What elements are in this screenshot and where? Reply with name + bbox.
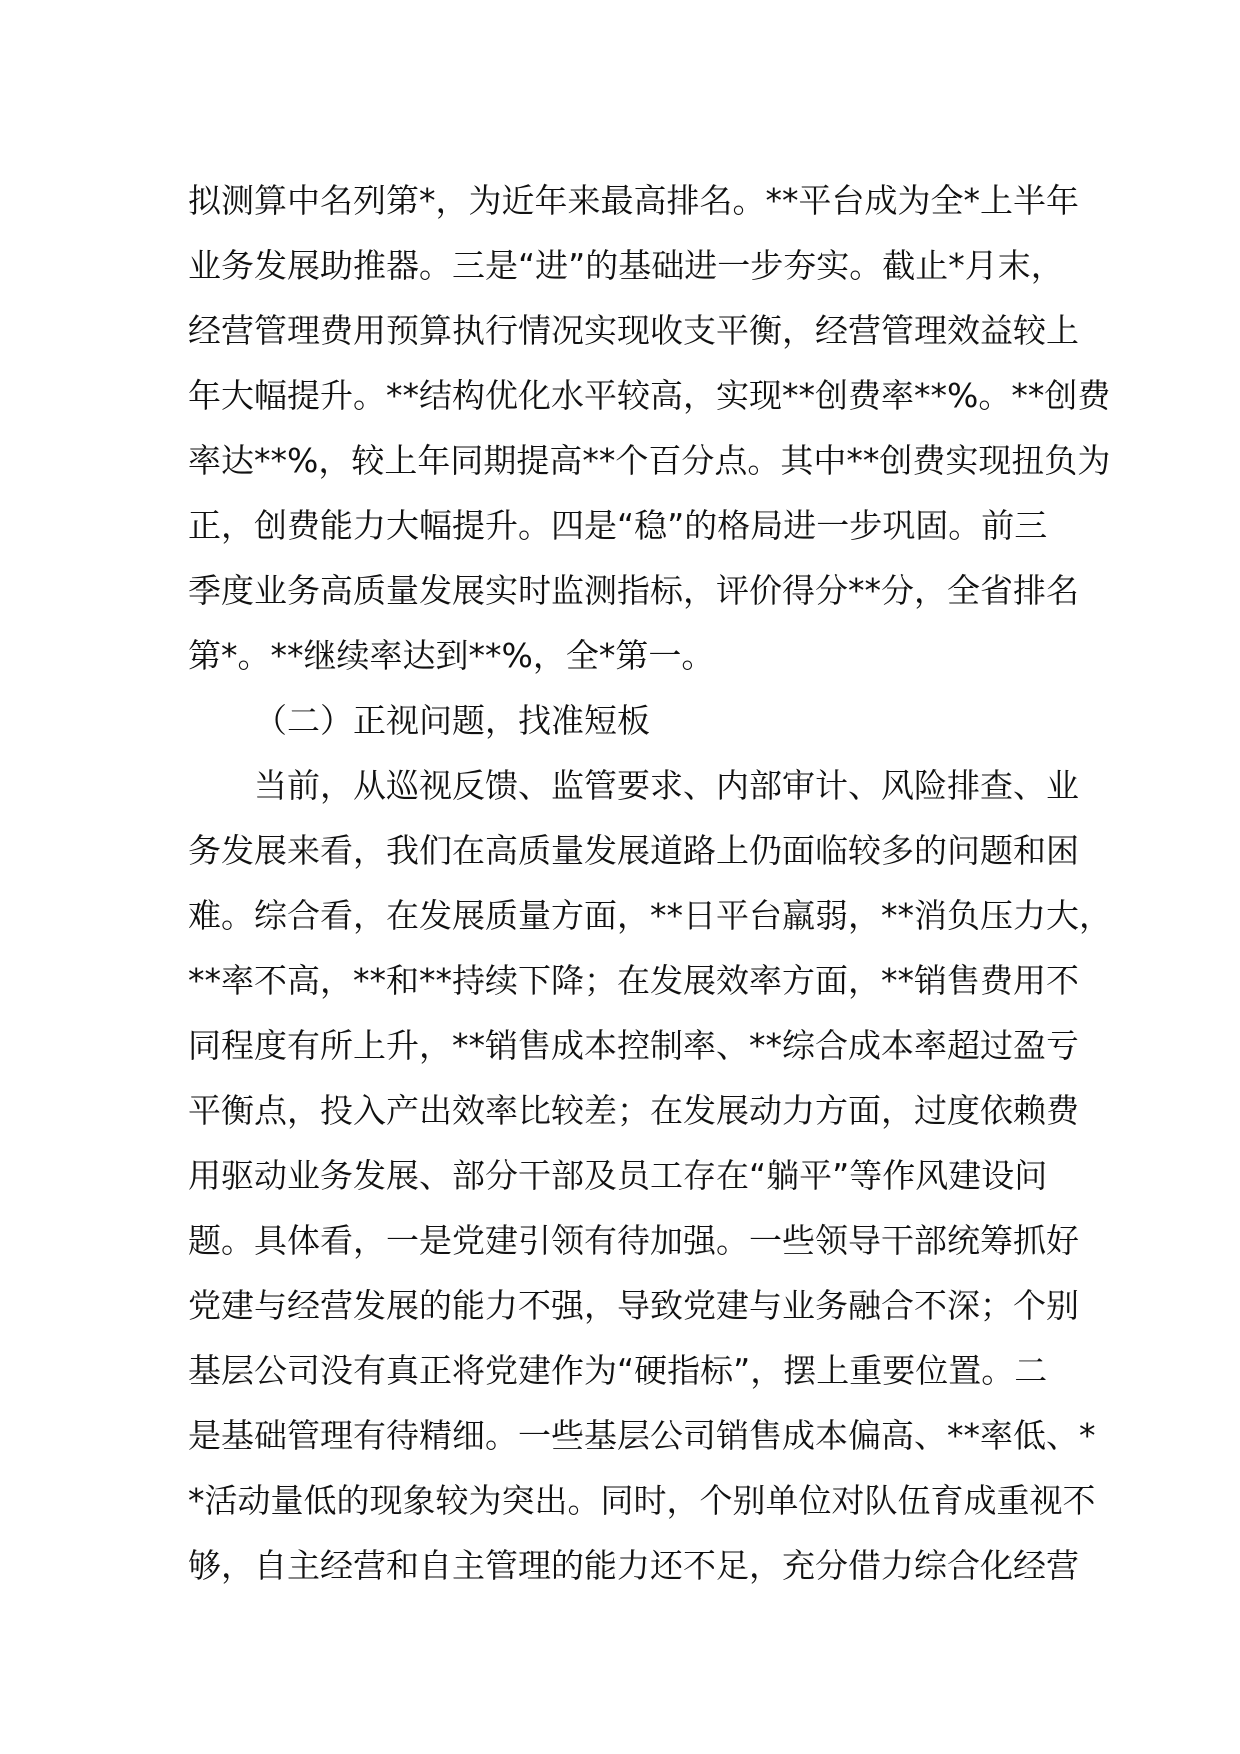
text-line: 难。综合看，在发展质量方面，**日平台羸弱，**消负压力大， — [188, 896, 1112, 935]
text-line: *活动量低的现象较为突出。同时，个别单位对队伍育成重视不 — [188, 1481, 1096, 1520]
text-line: 经营管理费用预算执行情况实现收支平衡，经营管理效益较上 — [188, 311, 1079, 350]
text-line: 第*。**继续率达到**%，全*第一。 — [188, 636, 715, 675]
text-line: 业务发展助推器。三是“进”的基础进一步夯实。截止*月末， — [188, 246, 1064, 285]
text-line: 基层公司没有真正将党建作为“硬指标”，摆上重要位置。二 — [188, 1351, 1048, 1390]
text-line: 题。具体看，一是党建引领有待加强。一些领导干部统筹抓好 — [188, 1221, 1079, 1260]
document-body — [188, 168, 1112, 1598]
text-line: 务发展来看，我们在高质量发展道路上仍面临较多的问题和困 — [188, 831, 1079, 870]
section-heading: （二）正视问题，找准短板 — [254, 701, 650, 740]
text-line: 率达**%，较上年同期提高**个百分点。其中**创费实现扭负为 — [188, 441, 1111, 480]
text-line: 拟测算中名列第*，为近年来最高排名。**平台成为全*上半年 — [188, 181, 1079, 220]
text-line: 年大幅提升。**结构优化水平较高，实现**创费率**%。**创费 — [188, 376, 1111, 415]
text-line: 当前，从巡视反馈、监管要求、内部审计、风险排查、业 — [254, 766, 1079, 805]
text-line: 正，创费能力大幅提升。四是“稳”的格局进一步巩固。前三 — [188, 506, 1048, 545]
text-line: 党建与经营发展的能力不强，导致党建与业务融合不深；个别 — [188, 1286, 1079, 1325]
text-line: 用驱动业务发展、部分干部及员工存在“躺平”等作风建设问 — [188, 1156, 1048, 1195]
text-line: 平衡点，投入产出效率比较差；在发展动力方面，过度依赖费 — [188, 1091, 1079, 1130]
text-line: **率不高，**和**持续下降；在发展效率方面，**销售费用不 — [188, 961, 1079, 1000]
text-line: 同程度有所上升，**销售成本控制率、**综合成本率超过盈亏 — [188, 1026, 1079, 1065]
text-line: 是基础管理有待精细。一些基层公司销售成本偏高、**率低、* — [188, 1416, 1096, 1455]
text-line: 季度业务高质量发展实时监测指标，评价得分**分，全省排名 — [188, 571, 1079, 610]
text-line: 够，自主经营和自主管理的能力还不足，充分借力综合化经营 — [188, 1546, 1079, 1585]
